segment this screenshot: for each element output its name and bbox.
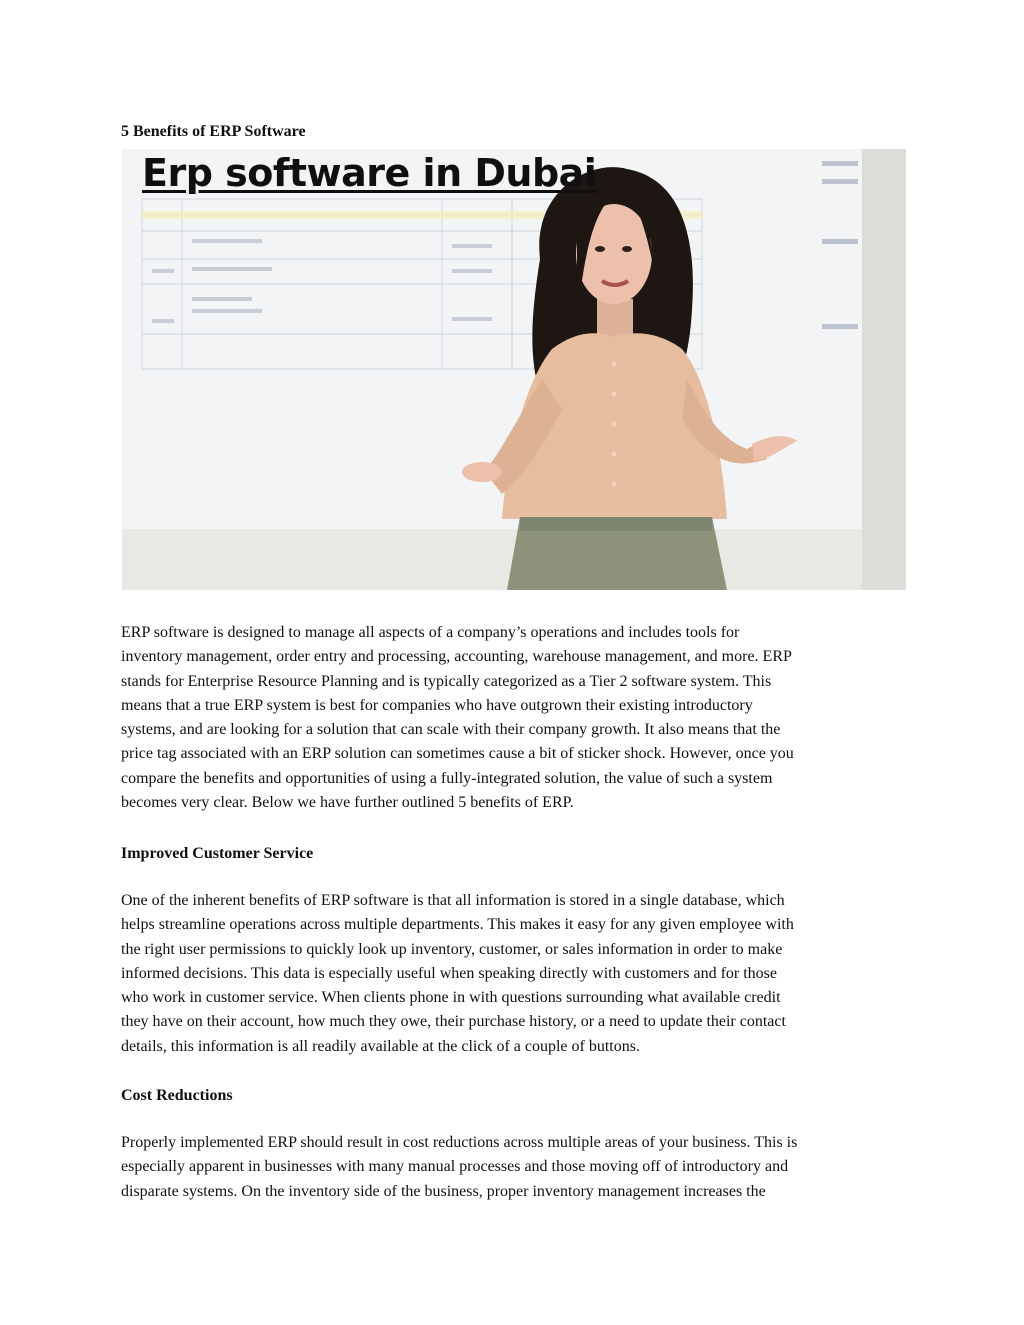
text-line: becomes very clear. Below we have further outlined 5 benefits of ERP. [121,794,574,812]
text-line: systems, and are looking for a solution that can scale with their company growth. It also means that the [121,721,781,739]
hero-illustration [122,149,906,590]
text-line: ERP software is designed to manage all aspects of a company’s operations and includes tools for [121,624,740,641]
text-line: means that a true ERP system is best for companies who have outgrown their existing introductory [121,696,753,714]
text-line: price tag associated with an ERP solution can sometimes cause a bit of sticker shock. However, once you [121,745,794,763]
text-line: details, this information is all readily available at the click of a couple of buttons. [121,1037,640,1055]
text-line: Properly implemented ERP should result in cost reductions across multiple areas of your business. This is [121,1134,798,1151]
cost-reductions-paragraph [121,1131,911,1204]
text-line: especially apparent in businesses with many manual processes and those moving off of introductory and [121,1158,789,1176]
text-line: compare the benefits and opportunities of using a fully-integrated solution, the value of such a system [121,769,773,787]
text-line: helps streamline operations across multiple departments. This makes it easy for any given employee with [121,916,794,934]
document-title: 5 Benefits of ERP Software [121,123,306,140]
text-line: informed decisions. This data is especially useful when speaking directly with customers and for those [121,964,777,982]
hero-image [122,149,906,590]
section-heading-customer-service: Improved Customer Service [121,845,314,862]
text-line: inventory management, order entry and processing, accounting, warehouse management, and more. ERP [121,648,792,666]
text-line: the right user permissions to quickly look up inventory, customer, or sales information in order to make [121,940,783,958]
text-line: stands for Enterprise Resource Planning and is typically categorized as a Tier 2 software system. This [121,672,772,690]
customer-service-paragraph [121,889,911,1059]
section-heading-cost-reductions: Cost Reductions [121,1087,233,1104]
text-line: disparate systems. On the inventory side of the business, proper inventory management increases the [121,1182,766,1200]
hero-heading: Erp software in Dubai [142,151,597,195]
text-line: who work in customer service. When clients phone in with questions surrounding what available credit [121,989,781,1007]
text-line: they have on their account, how much they owe, their purchase history, or a need to update their contact [121,1013,786,1031]
intro-paragraph [121,621,911,815]
text-line: One of the inherent benefits of ERP software is that all information is stored in a single database, which [121,892,785,909]
